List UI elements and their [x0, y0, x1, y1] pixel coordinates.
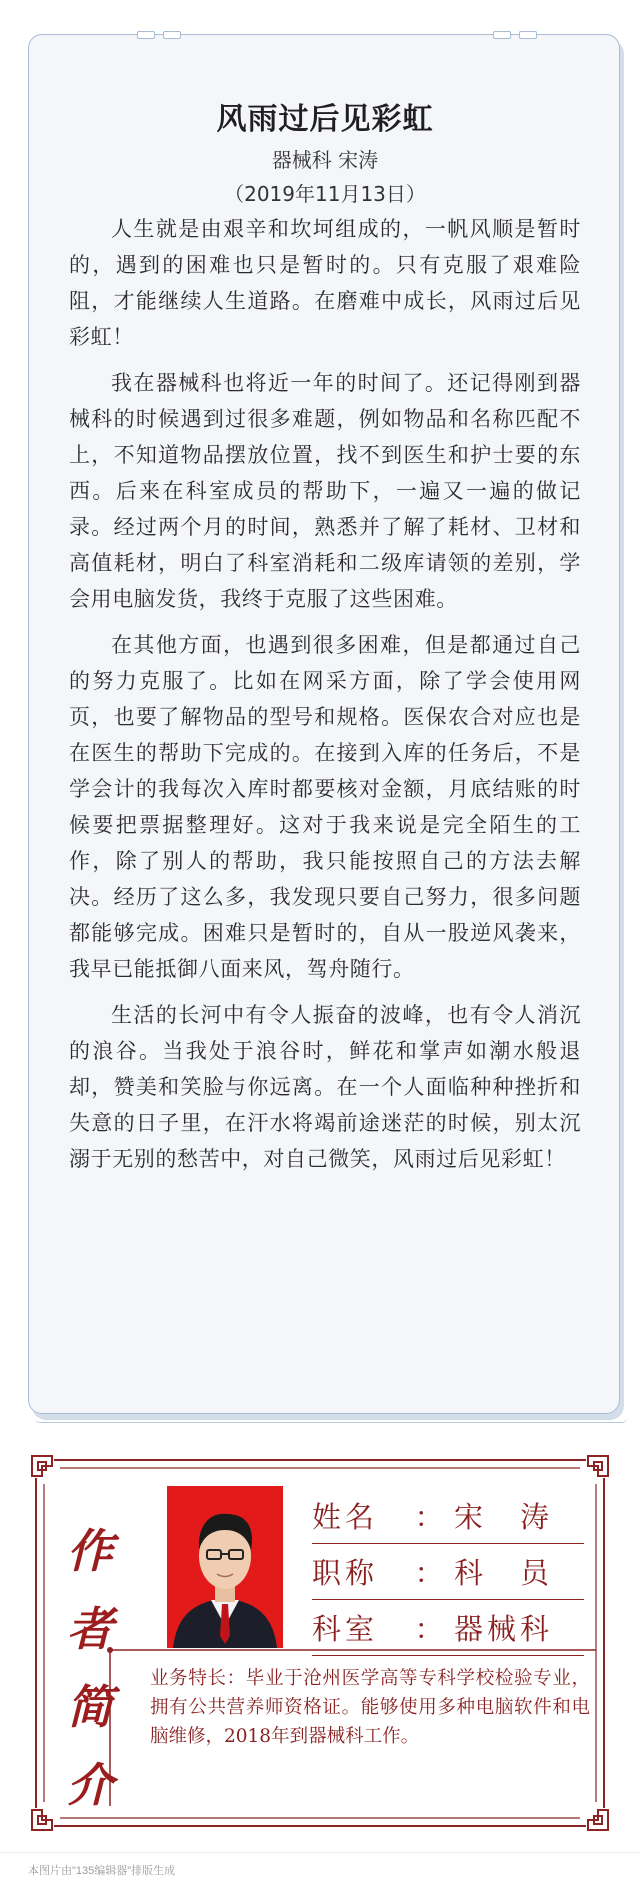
article-body — [69, 97, 581, 1177]
card-tab-decoration — [493, 31, 511, 39]
row-colon: ： — [414, 1612, 448, 1646]
profile-row-name — [312, 1494, 584, 1544]
article-date: （2019年11月13日） — [224, 182, 426, 206]
article-paragraph: 在其他方面，也遇到很多困难，但是都通过自己的努力克服了。比如在网采方面，除了学会使用网页，也要了解物品的型号和规格。医保农合对应也是在医生的帮助下完成的。在接到入库的任务后，不是学会计的我每次入库时都要核对金额，月底结账的时候要把票据整理好。这对于我来说是完全陌生的工作，除了别人的帮助，我只能按照自己的方法去解决。经历了这么多，我发现只要自己努力，很多问题都能够完成。困难只是暂时的，自从一股逆风袭来，我早已能抵御八面来风，驾舟随行。 — [69, 633, 581, 981]
row-colon: ： — [414, 1500, 448, 1534]
card-tab-decoration — [163, 31, 181, 39]
article-paragraph: 人生就是由艰辛和坎坷组成的，一帆风顺是暂时的，遇到的困难也只是暂时的。只有克服了艰难险阻，才能继续人生道路。在磨难中成长，风雨过后见彩虹！ — [69, 217, 581, 349]
profile-row-department — [312, 1606, 584, 1656]
row-colon: ： — [414, 1556, 448, 1590]
author-profile — [30, 1454, 610, 1832]
card-tab-decoration — [137, 31, 155, 39]
footer-divider — [0, 1852, 640, 1853]
heading-char: 作 — [67, 1524, 113, 1578]
profile-heading — [60, 1512, 120, 1824]
row-key: 职称 — [312, 1556, 379, 1590]
row-value: 科 员 — [454, 1556, 554, 1590]
heading-char: 者 — [67, 1602, 113, 1656]
footer-credit: 本图片由"135编辑器"排版生成 — [28, 1865, 176, 1877]
author-photo — [167, 1486, 283, 1648]
row-key: 科室 — [312, 1612, 379, 1646]
profile-row-title — [312, 1550, 584, 1600]
heading-char: 简 — [67, 1680, 113, 1734]
article-title: 风雨过后见彩虹 — [216, 102, 434, 137]
article-card — [28, 34, 620, 1414]
row-key: 姓名 — [312, 1500, 379, 1534]
article-byline: 器械科 宋涛 — [271, 148, 379, 172]
portrait-photo-icon — [167, 1486, 283, 1648]
row-value: 器械科 — [454, 1612, 554, 1646]
article-paragraph: 生活的长河中有令人振奋的波峰，也有令人消沉的浪谷。当我处于浪谷时，鲜花和掌声如潮水般退却，赞美和笑脸与你远离。在一个人面临种种挫折和失意的日子里，在汗水将竭前途迷茫的时候，别太沉溺于无别的愁苦中，对自己微笑，风雨过后见彩虹！ — [69, 1003, 581, 1171]
card-tab-decoration — [519, 31, 537, 39]
profile-info — [312, 1494, 584, 1656]
article-paragraph: 我在器械科也将近一年的时间了。还记得刚到器械科的时候遇到过很多难题，例如物品和名称匹配不上，不知道物品摆放位置，找不到医生和护士要的东西。后来在科室成员的帮助下，一遍又一遍的做记录。经过两个月的时间，熟悉并了解了耗材、卫材和高值耗材，明白了科室消耗和二级库请领的差别，学会用电脑发货，我终于克服了这些困难。 — [69, 371, 581, 611]
heading-char: 介 — [67, 1758, 113, 1812]
row-value: 宋 涛 — [454, 1500, 554, 1534]
profile-specialty: 业务特长：毕业于沧州医学高等专科学校检验专业，拥有公共营养师资格证。能够使用多种电脑软件和电脑维修，2018年到器械科工作。 — [150, 1668, 590, 1747]
